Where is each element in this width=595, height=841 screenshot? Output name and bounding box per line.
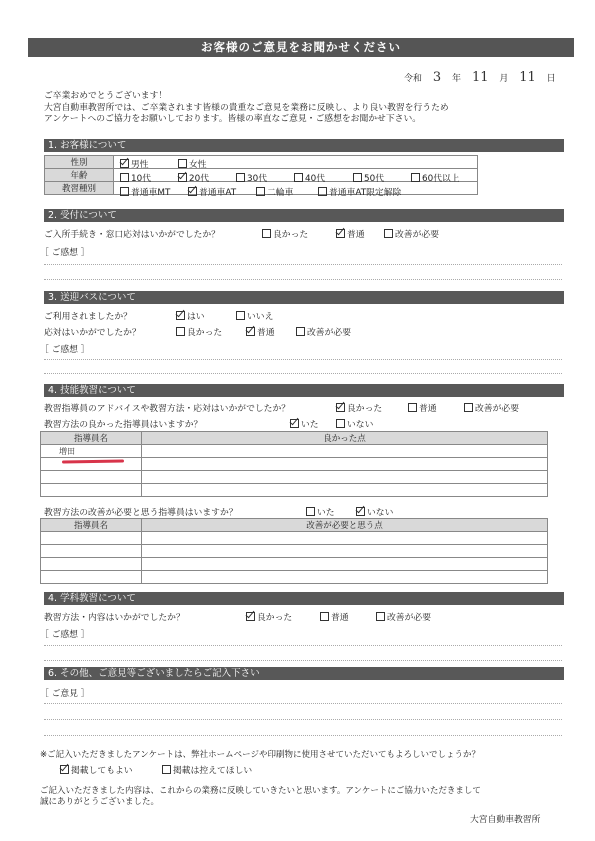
checkbox[interactable] <box>120 173 129 182</box>
course-at-limit-removal[interactable]: 普通車AT限定解除 <box>318 185 401 198</box>
checkbox[interactable] <box>464 403 473 412</box>
improve-points-cell[interactable] <box>142 571 548 584</box>
intro-line: ご卒業おめでとうございます！ <box>44 91 168 101</box>
gender-options <box>114 156 478 169</box>
date-day[interactable]: 11 <box>519 70 536 85</box>
checkbox-checked[interactable] <box>336 229 345 238</box>
s4-question2: 教習方法の良かった指導員はいますか？ <box>44 420 203 430</box>
divider <box>44 719 562 720</box>
date-month-unit: 月 <box>499 74 509 84</box>
col-instructor: 指導員名 <box>41 432 142 445</box>
closing-line: 誠にありがとうございました。 <box>40 797 160 807</box>
consent-allow[interactable]: 掲載してもよい <box>60 763 133 776</box>
s3-opt-no[interactable]: いいえ <box>236 309 273 322</box>
section3-header: 3. 送迎バスについて <box>44 291 564 304</box>
checkbox[interactable] <box>262 229 271 238</box>
good-points-cell[interactable] <box>142 458 548 471</box>
col-good-points: 良かった点 <box>142 432 548 445</box>
section2-header: 2. 受付について <box>44 209 564 222</box>
organization-name: 大宮自動車教習所 <box>470 815 541 825</box>
date-year-unit: 年 <box>452 74 462 84</box>
checkbox[interactable] <box>120 187 129 196</box>
s2-opt-good[interactable]: 良かった <box>262 227 308 240</box>
s5-opt-normal[interactable]: 普通 <box>320 610 349 623</box>
date-line <box>404 70 556 85</box>
instructor-name: 増田 <box>59 446 75 456</box>
s3-comment-label: ［ ご感想 ］ <box>40 345 90 355</box>
good-points-cell[interactable] <box>142 445 548 458</box>
s2-opt-improve[interactable]: 改善が必要 <box>384 227 439 240</box>
s5-opt-improve[interactable]: 改善が必要 <box>376 610 431 623</box>
checkbox-checked[interactable] <box>356 507 365 516</box>
s3-opt-yes[interactable]: はい <box>176 309 205 322</box>
s4-opt-improve[interactable]: 改善が必要 <box>464 401 519 414</box>
improve-points-cell[interactable] <box>142 532 548 545</box>
label-gender: 性別 <box>45 156 114 169</box>
divider <box>44 735 562 736</box>
gender-male[interactable]: 男性 <box>120 157 149 170</box>
s3-question1: ご利用されましたか？ <box>44 312 132 322</box>
instructor-name-cell[interactable] <box>41 545 142 558</box>
instructor-name-cell[interactable] <box>41 532 142 545</box>
s3-opt-improve[interactable]: 改善が必要 <box>296 325 351 338</box>
checkbox[interactable] <box>176 327 185 336</box>
s3-opt-normal[interactable]: 普通 <box>246 325 275 338</box>
s5-comment-label: ［ ご感想 ］ <box>40 630 90 640</box>
checkbox-checked[interactable] <box>246 327 255 336</box>
course-mt[interactable]: 普通車MT <box>120 185 170 198</box>
s6-comment-label: ［ ご意見 ］ <box>40 689 90 699</box>
s4-question3: 教習方法の改善が必要と思う指導員はいますか？ <box>44 508 238 518</box>
col-instructor: 指導員名 <box>41 519 142 532</box>
improve-points-cell[interactable] <box>142 558 548 571</box>
divider <box>44 359 562 360</box>
s4-question1: 教習指導員のアドバイスや教習方法・応対はいかがでしたか？ <box>44 404 291 414</box>
course-at[interactable]: 普通車AT <box>188 185 236 198</box>
s3-question2: 応対はいかがでしたか？ <box>44 328 141 338</box>
checkbox-checked[interactable] <box>188 187 197 196</box>
col-improve-points: 改善が必要と思う点 <box>142 519 548 532</box>
checkbox[interactable] <box>294 173 303 182</box>
checkbox[interactable] <box>178 159 187 168</box>
s5-opt-good[interactable]: 良かった <box>246 610 292 623</box>
checkbox-checked[interactable] <box>60 765 69 774</box>
age-20s[interactable]: 20代 <box>178 171 209 184</box>
s2-opt-normal[interactable]: 普通 <box>336 227 365 240</box>
divider <box>44 645 562 646</box>
intro-line: アンケートへのご協力をお願いしております。皆様の率直なご意見・ご感想をお聞かせ下さい。 <box>44 114 422 124</box>
checkbox-checked[interactable] <box>336 403 345 412</box>
s5-question: 教習方法・内容はいかがでしたか？ <box>44 613 185 623</box>
checkbox[interactable] <box>384 229 393 238</box>
section6-header: 6. その他、ご意見等ございましたらご記入下さい <box>44 667 564 680</box>
s4-opt-none[interactable]: いない <box>336 417 373 430</box>
instructor-name-cell[interactable] <box>41 571 142 584</box>
course-motorcycle[interactable]: 二輪車 <box>256 185 293 198</box>
s4-opt3-had[interactable]: いた <box>306 505 335 518</box>
age-60s-plus[interactable]: 60代以上 <box>411 171 460 184</box>
divider <box>44 373 562 374</box>
checkbox[interactable] <box>320 612 329 621</box>
checkbox[interactable] <box>318 187 327 196</box>
age-30s[interactable]: 30代 <box>236 171 267 184</box>
checkbox-checked[interactable] <box>178 173 187 182</box>
date-year[interactable]: 3 <box>432 70 442 85</box>
improve-instructor-table <box>40 518 548 584</box>
checkbox[interactable] <box>162 765 171 774</box>
s4-opt3-none[interactable]: いない <box>356 505 393 518</box>
section1-header: 1. お客様について <box>44 139 564 152</box>
s4-opt-good[interactable]: 良かった <box>336 401 382 414</box>
checkbox[interactable] <box>256 187 265 196</box>
label-age: 年齢 <box>45 169 114 182</box>
checkbox[interactable] <box>236 311 245 320</box>
closing-text <box>40 786 481 808</box>
divider <box>44 660 562 661</box>
good-points-cell[interactable] <box>142 471 548 484</box>
s4-opt-had[interactable]: いた <box>290 417 319 430</box>
date-month[interactable]: 11 <box>471 70 489 85</box>
instructor-name-cell[interactable] <box>41 484 142 497</box>
good-instructor-table <box>40 431 548 497</box>
consent-question: ※ご記入いただきましたアンケートは、弊社ホームページや印刷物に使用させていただいてもよろしいでしょうか？ <box>40 750 480 760</box>
checkbox[interactable] <box>236 173 245 182</box>
instructor-name-cell[interactable] <box>41 445 142 458</box>
divider <box>44 703 562 704</box>
closing-line: ご記入いただきました内容は、これからの業務に反映していきたいと思います。アンケートにご協力いただきまして <box>40 786 481 796</box>
form-title: お客様のご意見をお聞かせください <box>28 38 574 57</box>
divider <box>44 264 562 265</box>
checkbox[interactable] <box>296 327 305 336</box>
age-10s[interactable]: 10代 <box>120 171 151 184</box>
s4-opt-normal[interactable]: 普通 <box>408 401 437 414</box>
section4-header: 4. 技能教習について <box>44 384 564 397</box>
checkbox[interactable] <box>411 173 420 182</box>
checkbox-checked[interactable] <box>176 311 185 320</box>
instructor-name-cell[interactable] <box>41 558 142 571</box>
consent-deny[interactable]: 掲載は控えてほしい <box>162 763 252 776</box>
intro-text <box>44 91 449 126</box>
checkbox[interactable] <box>353 173 362 182</box>
checkbox[interactable] <box>306 507 315 516</box>
checkbox-checked[interactable] <box>290 419 299 428</box>
good-points-cell[interactable] <box>142 484 548 497</box>
divider <box>44 279 562 280</box>
s3-opt-good[interactable]: 良かった <box>176 325 222 338</box>
date-era: 令和 <box>404 74 423 84</box>
s2-question: ご入所手続き・窓口応対はいかがでしたか？ <box>44 230 220 240</box>
label-course-type: 教習種別 <box>45 182 114 195</box>
gender-female[interactable]: 女性 <box>178 157 207 170</box>
checkbox[interactable] <box>408 403 417 412</box>
date-day-unit: 日 <box>546 74 556 84</box>
intro-line: 大宮自動車教習所では、ご卒業されます皆様の貴重なご意見を業務に反映し、より良い教習を行うため <box>44 102 449 113</box>
checkbox-checked[interactable] <box>120 159 129 168</box>
improve-points-cell[interactable] <box>142 545 548 558</box>
s2-comment-label: ［ ご感想 ］ <box>40 248 90 258</box>
instructor-name-cell[interactable] <box>41 471 142 484</box>
checkbox[interactable] <box>336 419 345 428</box>
checkbox[interactable] <box>376 612 385 621</box>
checkbox-checked[interactable] <box>246 612 255 621</box>
section5-header: 4. 学科教習について <box>44 592 564 605</box>
age-40s[interactable]: 40代 <box>294 171 325 184</box>
age-50s[interactable]: 50代 <box>353 171 384 184</box>
